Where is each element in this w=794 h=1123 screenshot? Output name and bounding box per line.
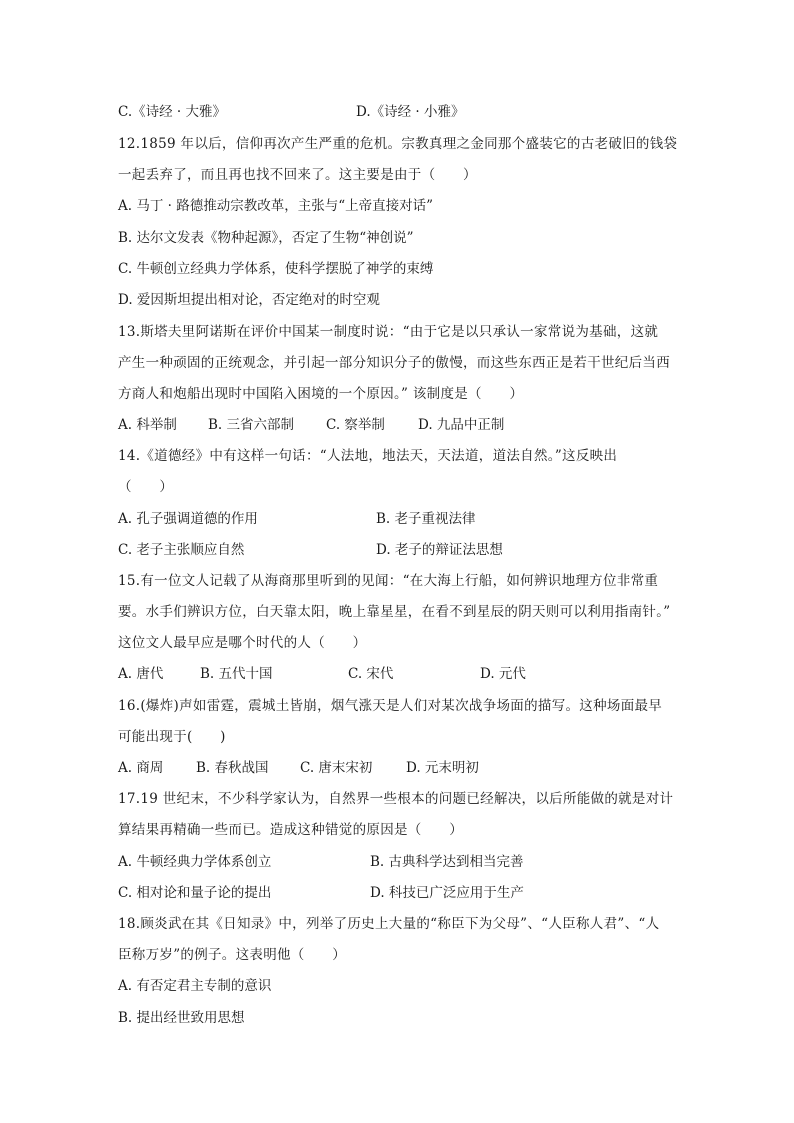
q14-stem-line-1: 14.《道德经》中有这样一句话：“人法地，地法天，天法道，道法自然。”这反映出 xyxy=(118,448,618,464)
q13-option-a: A. 科举制 xyxy=(118,417,177,433)
q17-stem-line-1: 17.19 世纪末，不少科学家认为，自然界一些根本的问题已经解决，以后所能做的就是对计 xyxy=(118,791,674,807)
q18-stem-line-2: 臣称万岁”的例子。这表明他（ ） xyxy=(118,947,347,963)
q16-option-d: D. 元末明初 xyxy=(406,760,479,776)
q13-stem-line-3: 方商人和炮船出现时中国陷入困境的一个原因。” 该制度是（ ） xyxy=(118,386,524,402)
q16-option-b: B. 春秋战国 xyxy=(196,760,269,776)
q13-option-c: C. 察举制 xyxy=(326,417,385,433)
q14-option-d: D. 老子的辩证法思想 xyxy=(376,542,503,558)
q18-option-b: B. 提出经世致用思想 xyxy=(118,1010,245,1026)
q16-option-c: C. 唐末宋初 xyxy=(300,760,373,776)
q16-option-a: A. 商周 xyxy=(118,760,164,776)
q16-stem-line-1: 16.(爆炸)声如雷霆，震城土皆崩，烟气涨天是人们对某次战争场面的描写。这种场面最早 xyxy=(118,698,663,714)
q13-stem-line-2: 产生一种顽固的正统观念，并引起一部分知识分子的傲慢，而这些东西正是若干世纪后当西 xyxy=(118,355,670,371)
q17-stem-line-2: 算结果再精确一些而已。造成这种错觉的原因是（ ） xyxy=(118,822,463,838)
q11-option-c: C.《诗经 · 大雅》 xyxy=(118,104,227,120)
q15-option-c: C. 宋代 xyxy=(348,666,394,682)
q13-option-d: D. 九品中正制 xyxy=(418,417,505,433)
q17-option-a: A. 牛顿经典力学体系创立 xyxy=(118,854,272,870)
q15-option-b: B. 五代十国 xyxy=(200,666,273,682)
q14-option-b: B. 老子重视法律 xyxy=(376,511,476,527)
q17-option-b: B. 古典科学达到相当完善 xyxy=(370,854,524,870)
q14-option-a: A. 孔子强调道德的作用 xyxy=(118,511,258,527)
q17-option-d: D. 科技已广泛应用于生产 xyxy=(370,885,524,901)
q15-stem-line-2: 要。水手们辨识方位，白天靠太阳，晚上靠星星，在看不到星辰的阴天则可以利用指南针。” xyxy=(118,604,671,620)
q13-option-b: B. 三省六部制 xyxy=(208,417,295,433)
q15-stem-line-1: 15.有一位文人记载了从海商那里听到的见闻：“在大海上行船，如何辨识地理方位非常重 xyxy=(118,573,659,589)
q12-option-b: B. 达尔文发表《物种起源》，否定了生物“神创说” xyxy=(118,230,414,246)
q15-option-a: A. 唐代 xyxy=(118,666,164,682)
q12-option-c: C. 牛顿创立经典力学体系，使科学摆脱了神学的束缚 xyxy=(118,261,434,277)
q12-option-d: D. 爱因斯坦提出相对论，否定绝对的时空观 xyxy=(118,292,380,308)
q13-stem-line-1: 13.斯塔夫里阿诺斯在评价中国某一制度时说：“由于它是以只承认一家常说为基础，这就 xyxy=(118,324,659,340)
q11-option-d: D.《诗经 · 小雅》 xyxy=(356,104,465,120)
q12-stem-line-1: 12.1859 年以后，信仰再次产生严重的危机。宗教真理之金同那个盛装它的古老破旧的钱袋 xyxy=(118,136,678,152)
q14-stem-line-2: （ ） xyxy=(118,479,174,495)
q15-stem-line-3: 这位文人最早应是哪个时代的人（ ） xyxy=(118,635,367,651)
q16-stem-line-2: 可能出现于( ) xyxy=(118,729,226,745)
q18-option-a: A. 有否定君主专制的意识 xyxy=(118,978,272,994)
q12-stem-line-2: 一起丢弃了，而且再也找不回来了。这主要是由于（ ） xyxy=(118,167,477,183)
q18-stem-line-1: 18.顾炎武在其《日知录》中，列举了历史上大量的“称臣下为父母”、“人臣称人君”、“人 xyxy=(118,916,660,932)
q17-option-c: C. 相对论和量子论的提出 xyxy=(118,885,272,901)
q15-option-d: D. 元代 xyxy=(480,666,526,682)
q12-option-a: A. 马丁 · 路德推动宗教改革，主张与“上帝直接对话” xyxy=(118,198,434,214)
q14-option-c: C. 老子主张顺应自然 xyxy=(118,542,245,558)
